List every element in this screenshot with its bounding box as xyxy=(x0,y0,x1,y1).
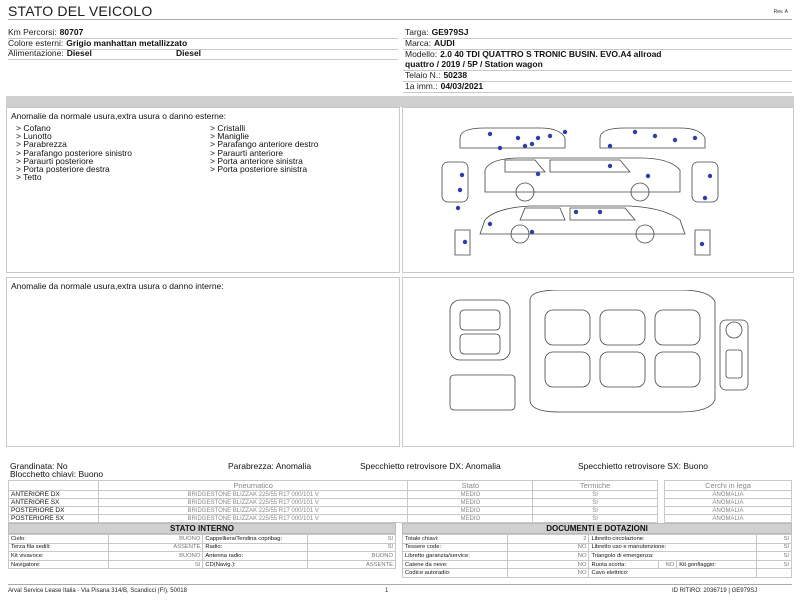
damage-item: > Parabrezza xyxy=(16,139,67,150)
field-value: ASSENTE xyxy=(108,543,203,552)
model-value: 2.0 40 TDI QUATTRO S TRONIC BUSIN. EVO.A4 allroad xyxy=(440,49,662,59)
chassis-label: Telaio N.: xyxy=(405,70,441,80)
table-row xyxy=(403,552,792,561)
field-value: SI xyxy=(757,543,792,552)
thermal-header: Termiche xyxy=(533,481,658,491)
internal-state-table xyxy=(8,534,396,569)
plate-row xyxy=(405,27,469,38)
registration-row xyxy=(405,81,483,92)
table-row xyxy=(9,552,396,561)
table-row xyxy=(9,535,396,544)
damage-item: > Porta posteriore destra xyxy=(16,164,110,175)
table-header-row xyxy=(9,481,658,491)
damage-item: > Tetto xyxy=(16,172,42,183)
chassis-row xyxy=(405,70,467,81)
tyre-thermal: SI xyxy=(533,491,658,499)
interior-diagram xyxy=(430,290,770,415)
field-value: NO xyxy=(507,560,589,569)
field-value: SI xyxy=(757,560,792,569)
tyre-state: MEDIO xyxy=(408,491,533,499)
interior-panel xyxy=(6,277,400,447)
exterior-title: Anomalie da normale usura,extra usura o danno esterne: xyxy=(11,111,226,121)
table-row xyxy=(9,507,658,515)
model-row-2 xyxy=(405,59,543,70)
table-row xyxy=(9,491,658,499)
field-value: SI xyxy=(757,535,792,544)
field-value: SI xyxy=(308,543,396,552)
key-block-status: Blocchetto chiavi: Buono xyxy=(10,469,104,479)
field-label: Cielo: xyxy=(9,535,109,544)
field-label: Cappelliera/Tendina copribag: xyxy=(203,535,308,544)
table-row xyxy=(403,543,792,552)
mirror-sx-status: Specchietto retrovisore SX: Buono xyxy=(578,461,708,471)
field-label: Ruota scorta: xyxy=(589,560,659,569)
tyre-state: MEDIO xyxy=(408,515,533,523)
tyre-thermal: SI xyxy=(533,499,658,507)
field-value: NO xyxy=(507,569,589,578)
field-label: Codice autoradio: xyxy=(403,569,508,578)
table-row xyxy=(403,560,792,569)
field-value: BUONO xyxy=(108,535,203,544)
plate-value: GE979SJ xyxy=(431,27,469,37)
field-label: Cavo elettrico: xyxy=(589,569,757,578)
field-value: SI xyxy=(308,535,396,544)
km-label: Km Percorsi: xyxy=(8,27,57,37)
field-label: Totale chiavi: xyxy=(403,535,508,544)
model-label: Modello: xyxy=(405,49,438,59)
brand-label: Marca: xyxy=(405,38,431,48)
field-value: SI xyxy=(757,552,792,561)
pickup-id: ID RITIRO: 2036719 | GE979SJ xyxy=(672,588,758,594)
mirror-dx-status: Specchietto retrovisore DX: Anomalia xyxy=(360,461,501,471)
tyre-thermal: SI xyxy=(533,507,658,515)
damage-item: > Parafango posteriore sinistro xyxy=(16,147,132,158)
tyre-model: BRIDGESTONE BLIZZAK 225/55 R17 000/101 V xyxy=(98,515,408,523)
divider xyxy=(403,92,792,93)
field-label: CD(Navig.): xyxy=(203,560,308,569)
damage-item: > Cofano xyxy=(16,123,51,133)
alloy-wheels-table xyxy=(664,480,792,523)
divider xyxy=(403,38,792,39)
field-label: Antenna radio: xyxy=(203,552,308,561)
damage-item: > Lunotto xyxy=(16,131,52,142)
tyres-table xyxy=(8,480,658,523)
damage-item: > Porta posteriore sinistra xyxy=(210,164,308,175)
company-address: Arval Service Lease Italia - Via Pisana 314/B, Scandicci (FI), 50018 xyxy=(8,588,187,594)
brand-row xyxy=(405,38,455,49)
damage-item: > Paraurti posteriore xyxy=(16,155,94,166)
field-label: Tessere code: xyxy=(403,543,508,552)
model-value-line2: quattro / 2019 / 5P / Station wagon xyxy=(405,59,543,69)
page-title: STATO DEL VEICOLO xyxy=(8,3,153,19)
field-label: Terza fila sedili: xyxy=(9,543,109,552)
field-label: Triangolo di emergenza: xyxy=(589,552,757,561)
plate-label: Targa: xyxy=(405,27,429,37)
damage-item: > Parafango anteriore destro xyxy=(210,139,319,150)
field-value: NO xyxy=(659,560,677,569)
damage-item: > Maniglie xyxy=(210,131,249,142)
table-row xyxy=(9,499,658,507)
field-value: NO xyxy=(507,552,589,561)
alloy-wheel-state: ANOMALIA xyxy=(665,507,792,515)
fuel-label: Alimentazione: xyxy=(8,48,64,58)
tyre-header: Pneumatico xyxy=(98,481,408,491)
registration-value: 04/03/2021 xyxy=(440,81,484,91)
table-row xyxy=(9,560,396,569)
table-row xyxy=(403,569,792,578)
field-value: ASSENTE xyxy=(308,560,396,569)
field-label: Catene da neve: xyxy=(403,560,508,569)
alloy-wheels-header: Cerchi in lega xyxy=(665,481,792,491)
section-band xyxy=(6,96,794,107)
field-label: Radio: xyxy=(203,543,308,552)
internal-state-title: STATO INTERNO xyxy=(8,523,396,534)
field-label: Kit gonfiaggio: xyxy=(677,560,757,569)
tyre-position: ANTERIORE SX xyxy=(9,499,99,507)
exterior-list-col2 xyxy=(210,124,318,173)
field-label: Navigatore: xyxy=(9,560,109,569)
revision-label: Rev. A xyxy=(773,9,788,15)
km-value: 80707 xyxy=(59,27,84,37)
field-value: 2 xyxy=(507,535,589,544)
fuel-value-2 xyxy=(176,48,201,59)
state-header: Stato xyxy=(408,481,533,491)
field-value: BUONO xyxy=(308,552,396,561)
field-value xyxy=(757,569,792,578)
tyre-thermal: SI xyxy=(533,515,658,523)
color-label: Colore esterni: xyxy=(8,38,64,48)
title-divider xyxy=(8,19,792,20)
fuel-row xyxy=(8,48,92,59)
table-row xyxy=(9,515,658,523)
exterior-list-col1 xyxy=(16,124,132,181)
windshield-status: Parabrezza: Anomalia xyxy=(228,461,312,471)
field-value: NO xyxy=(507,543,589,552)
tyre-state: MEDIO xyxy=(408,507,533,515)
documents-table xyxy=(402,534,792,578)
fuel-value: Diesel xyxy=(66,48,92,58)
field-label: Kit vivavoce: xyxy=(9,552,109,561)
tyre-model: BRIDGESTONE BLIZZAK 225/55 R17 000/101 V xyxy=(98,491,408,499)
damage-item: > Paraurti anteriore xyxy=(210,147,283,158)
damage-item: > Porta anteriore sinistra xyxy=(210,155,303,166)
tyre-position: ANTERIORE DX xyxy=(9,491,99,499)
field-value: SI xyxy=(108,560,203,569)
tyre-position: POSTERIORE DX xyxy=(9,507,99,515)
alloy-wheel-state: ANOMALIA xyxy=(665,491,792,499)
chassis-value: 50238 xyxy=(443,70,468,80)
field-value: BUONO xyxy=(108,552,203,561)
damage-item: > Cristalli xyxy=(210,123,246,133)
documents-title: DOCUMENTI E DOTAZIONI xyxy=(402,523,792,534)
brand-value: AUDI xyxy=(433,38,455,48)
divider xyxy=(8,59,398,60)
table-row xyxy=(9,543,396,552)
footer-divider xyxy=(8,584,792,585)
field-label: Libretto uso e manutenzione: xyxy=(589,543,757,552)
interior-title: Anomalie da normale usura,extra usura o danno interne: xyxy=(11,281,224,291)
fuel-value-secondary: Diesel xyxy=(176,48,202,58)
exterior-car-diagram xyxy=(430,120,730,260)
tyre-model: BRIDGESTONE BLIZZAK 225/55 R17 000/101 V xyxy=(98,507,408,515)
registration-label: 1a imm.: xyxy=(405,81,438,91)
alloy-wheel-state: ANOMALIA xyxy=(665,499,792,507)
alloy-wheel-state: ANOMALIA xyxy=(665,515,792,523)
tyre-position: POSTERIORE SX xyxy=(9,515,99,523)
color-value: Grigio manhattan metallizzato xyxy=(66,38,188,48)
hail-status: Grandinata: No xyxy=(10,461,68,471)
tyre-model: BRIDGESTONE BLIZZAK 225/55 R17 000/101 V xyxy=(98,499,408,507)
tyre-state: MEDIO xyxy=(408,499,533,507)
field-label: Libretto garanzia/service: xyxy=(403,552,508,561)
km-row xyxy=(8,27,83,38)
page-number: 1 xyxy=(385,588,389,594)
table-row xyxy=(403,535,792,544)
field-label: Libretto circolazione: xyxy=(589,535,757,544)
